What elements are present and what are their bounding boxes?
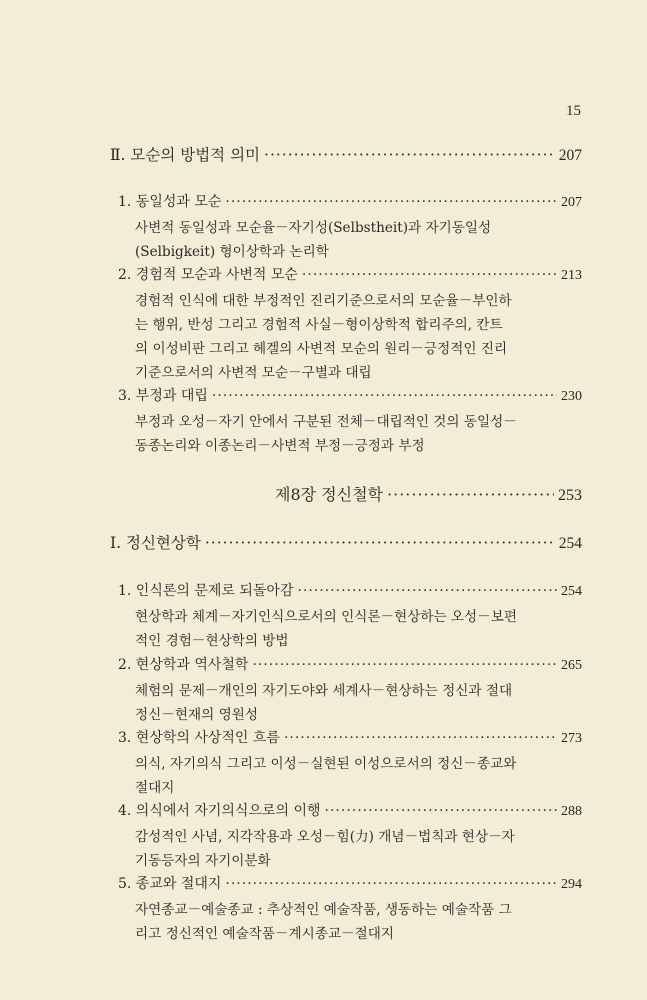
leader-dots <box>225 876 557 892</box>
toc-section-title: Ⅰ. 정신현상학 <box>110 534 201 552</box>
toc-page-ref: 213 <box>561 268 582 283</box>
toc-item-3[interactable] <box>118 727 582 747</box>
toc-chapter-8[interactable] <box>275 482 582 505</box>
toc-page-ref: 253 <box>558 487 582 504</box>
leader-dots <box>297 583 557 599</box>
leader-dots <box>205 534 555 552</box>
toc-description-line: 는 행위, 반성 그리고 경험적 사실－형이상학적 합리주의, 칸트 <box>135 317 503 333</box>
toc-item-1[interactable] <box>118 191 582 211</box>
toc-description-line: 정신－현재의 영원성 <box>135 707 258 723</box>
toc-description-line: 부정과 오성－자기 안에서 구분된 전체－대립적인 것의 동일성－ <box>135 414 517 430</box>
toc-page-ref: 254 <box>558 535 582 552</box>
toc-section-2[interactable] <box>110 143 582 165</box>
leader-dots <box>252 657 557 673</box>
leader-dots <box>212 388 557 404</box>
leader-dots <box>284 730 557 746</box>
leader-dots <box>302 267 557 283</box>
toc-page-ref: 265 <box>561 658 582 673</box>
toc-item-title: 5. 종교와 절대지 <box>118 876 222 892</box>
toc-description-line: 경험적 인식에 대한 부정적인 진리기준으로서의 모순율－부인하 <box>135 293 512 309</box>
leader-dots <box>264 146 555 164</box>
toc-description-line: 의 이성비판 그리고 헤겔의 사변적 모순의 원리－긍정적인 진리 <box>135 341 508 357</box>
toc-description-line: 감성적인 사념, 지각작용과 오성－힘(力) 개념－법칙과 현상－자 <box>135 829 515 845</box>
toc-description-line: 동종논리와 이종논리－사변적 부정－긍정과 부정 <box>135 438 425 454</box>
toc-description-line: (Selbigkeit) 형이상학과 논리학 <box>135 244 329 260</box>
toc-description-line: 리고 정신적인 예술작품－계시종교－절대지 <box>135 926 395 942</box>
toc-item-title: 3. 현상학의 사상적인 흐름 <box>118 730 280 746</box>
toc-item-2[interactable] <box>118 264 582 284</box>
leader-dots <box>225 194 557 210</box>
toc-item-5[interactable] <box>118 873 582 893</box>
toc-description-line: 자연종교－예술종교 : 추상적인 예술작품, 생동하는 예술작품 그 <box>135 902 512 918</box>
toc-item-title: 3. 부정과 대립 <box>118 388 208 404</box>
toc-section-title: Ⅱ. 모순의 방법적 의미 <box>110 146 261 164</box>
toc-description-line: 체험의 문제－개인의 자기도야와 세계사－현상하는 정신과 절대 <box>135 683 513 699</box>
toc-description-line: 절대지 <box>135 780 175 796</box>
toc-page-ref: 254 <box>561 584 582 599</box>
toc-page-ref: 230 <box>561 389 582 404</box>
toc-page-ref: 207 <box>561 195 582 210</box>
toc-chapter-title: 제8장 정신철학 <box>275 485 384 504</box>
toc-page-ref: 288 <box>561 804 582 819</box>
toc-description-line: 적인 경험－현상학의 방법 <box>135 633 289 649</box>
toc-description-line: 현상학과 체계－자기인식으로서의 인식론－현상하는 오성－보편 <box>135 609 518 625</box>
toc-item-title: 1. 인식론의 문제로 되돌아감 <box>118 583 294 599</box>
leader-dots <box>387 485 554 504</box>
toc-item-3[interactable] <box>118 385 582 405</box>
toc-item-2[interactable] <box>118 654 582 674</box>
page-number: 15 <box>566 103 581 119</box>
toc-item-title: 2. 현상학과 역사철학 <box>118 657 249 673</box>
toc-description-line: 의식, 자기의식 그리고 이성－실현된 이성으로서의 정신－종교와 <box>135 756 517 772</box>
toc-page-ref: 294 <box>561 877 582 892</box>
toc-section-1[interactable] <box>110 531 582 553</box>
leader-dots <box>325 803 557 819</box>
toc-item-4[interactable] <box>118 800 582 820</box>
toc-item-title: 2. 경험적 모순과 사변적 모순 <box>118 267 298 283</box>
toc-page-ref: 207 <box>558 147 582 164</box>
toc-description-line: 기준으로서의 사변적 모순－구별과 대립 <box>135 365 372 381</box>
toc-page-ref: 273 <box>561 731 582 746</box>
toc-description-line: 사변적 동일성과 모순율－자기성(Selbstheit)과 자기동일성 <box>135 220 492 236</box>
toc-item-1[interactable] <box>118 580 582 600</box>
toc-description-line: 기동등자의 자기이분화 <box>135 853 271 869</box>
toc-item-title: 1. 동일성과 모순 <box>118 194 222 210</box>
toc-item-title: 4. 의식에서 자기의식으로의 이행 <box>118 803 321 819</box>
